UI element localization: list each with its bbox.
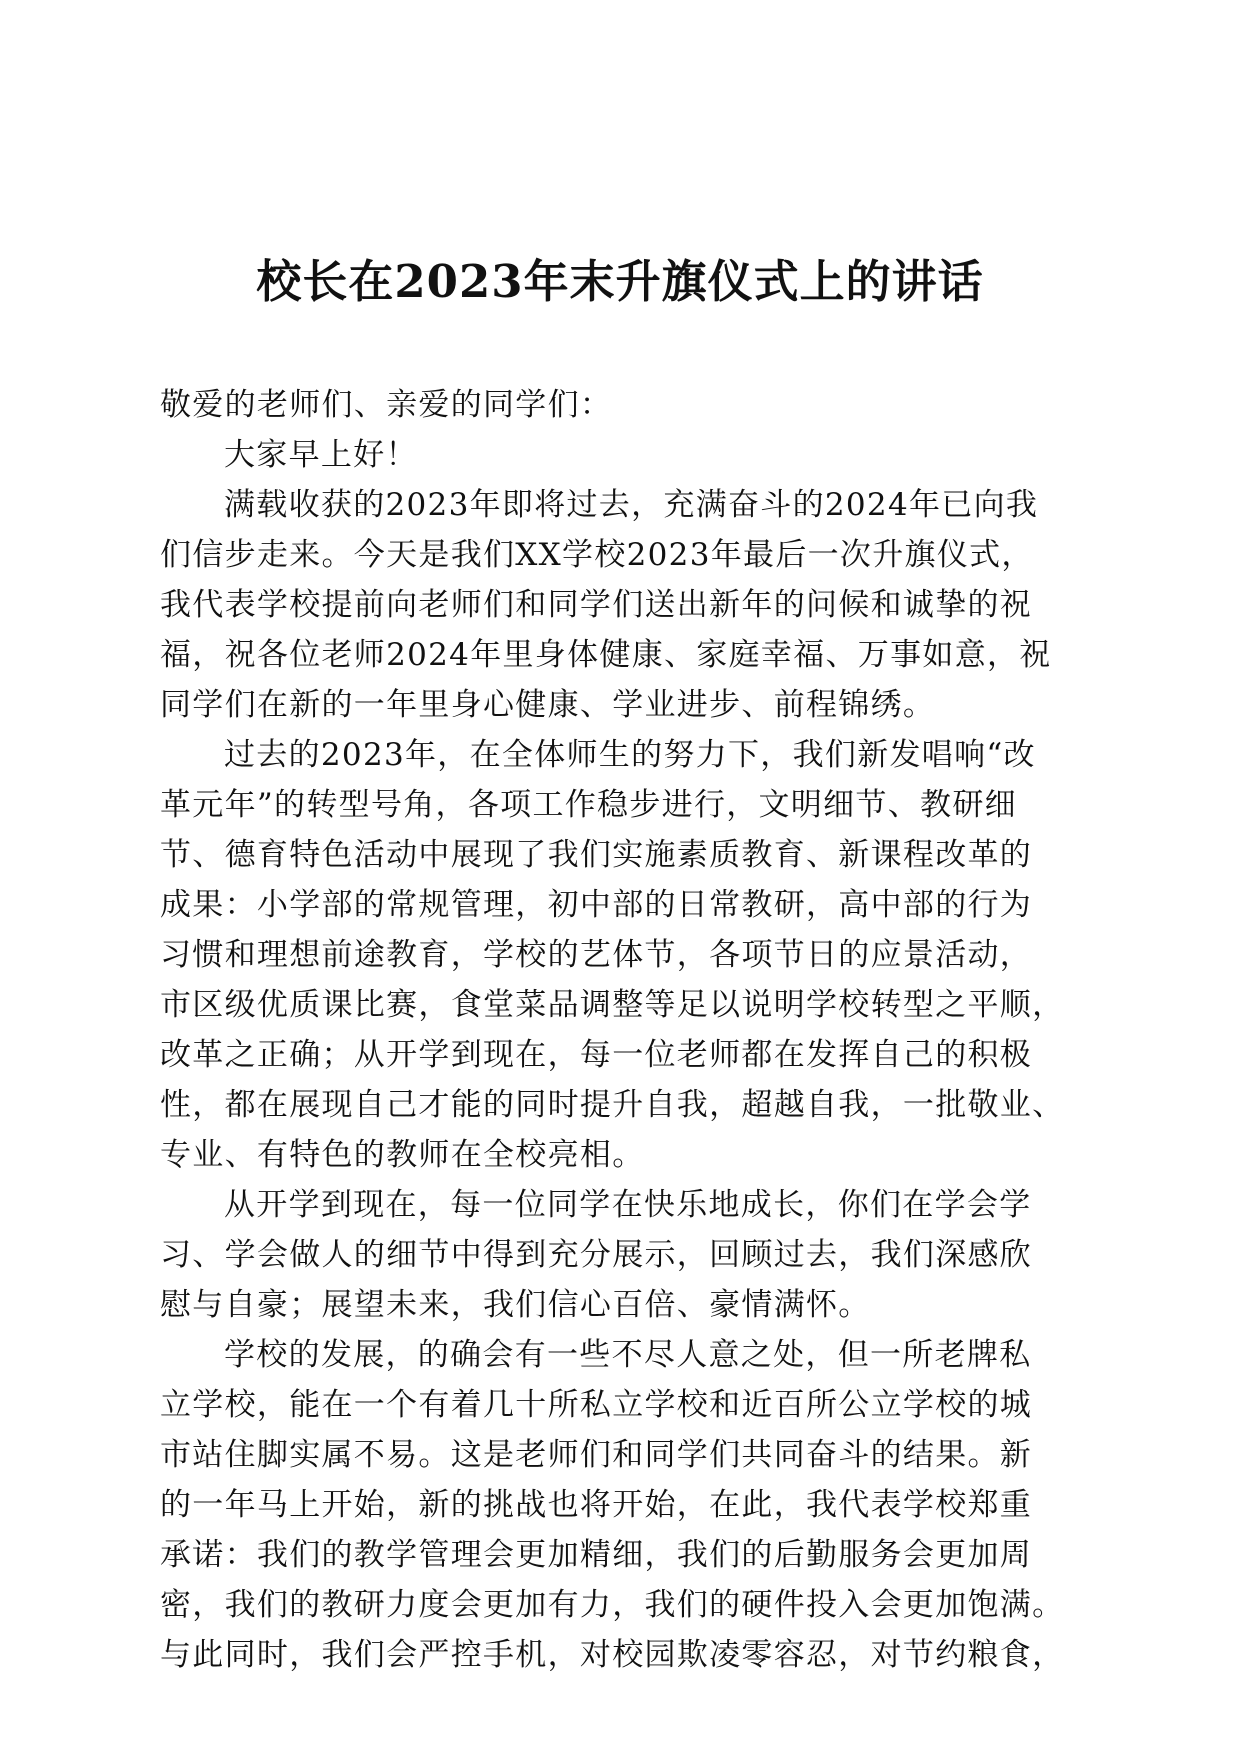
text-line: 成果：小学部的常规管理，初中部的日常教研，高中部的行为 [160, 887, 1033, 923]
text-line: 专业、有特色的教师在全校亮相。 [160, 1137, 645, 1173]
text-line: 市区级优质课比赛，食堂菜品调整等足以说明学校转型之平顺， [160, 987, 1065, 1023]
text-line: 密，我们的教研力度会更加有力，我们的硬件投入会更加饱满。 [160, 1587, 1065, 1623]
text-line: 过去的2023年，在全体师生的努力下，我们新发唱响“改 [224, 737, 1036, 773]
text-line: 改革之正确；从开学到现在，每一位老师都在发挥自己的积极 [160, 1037, 1033, 1073]
text-line: 从开学到现在，每一位同学在快乐地成长，你们在学会学 [224, 1187, 1032, 1223]
text-line: 们信步走来。今天是我们XX学校2023年最后一次升旗仪式， [160, 537, 1034, 573]
text-line: 节、德育特色活动中展现了我们实施素质教育、新课程改革的 [160, 837, 1033, 873]
text-line: 革元年”的转型号角，各项工作稳步进行，文明细节、教研细 [160, 787, 1017, 823]
text-line: 学校的发展，的确会有一些不尽人意之处，但一所老牌私 [224, 1337, 1032, 1373]
text-line: 敬爱的老师们、亲爱的同学们： [160, 387, 613, 423]
document-body [160, 380, 1080, 1680]
text-line: 同学们在新的一年里身心健康、学业进步、前程锦绣。 [160, 687, 936, 723]
text-line: 满载收获的2023年即将过去，充满奋斗的2024年已向我 [224, 487, 1039, 523]
text-line: 习、学会做人的细节中得到充分展示，回顾过去，我们深感欣 [160, 1237, 1033, 1273]
text-line: 大家早上好！ [224, 437, 418, 473]
text-line: 习惯和理想前途教育，学校的艺体节，各项节日的应景活动， [160, 937, 1033, 973]
text-line: 福，祝各位老师2024年里身体健康、家庭幸福、万事如意，祝 [160, 637, 1052, 673]
text-line: 慰与自豪；展望未来，我们信心百倍、豪情满怀。 [160, 1287, 871, 1323]
text-line: 市站住脚实属不易。这是老师们和同学们共同奋斗的结果。新 [160, 1437, 1033, 1473]
text-line: 性，都在展现自己才能的同时提升自我，超越自我，一批敬业、 [160, 1087, 1065, 1123]
text-line: 承诺：我们的教学管理会更加精细，我们的后勤服务会更加周 [160, 1537, 1033, 1573]
document-title: 校长在2023年末升旗仪式上的讲话 [256, 255, 984, 308]
text-line: 的一年马上开始，新的挑战也将开始，在此，我代表学校郑重 [160, 1487, 1033, 1523]
text-line: 我代表学校提前向老师们和同学们送出新年的问候和诚挚的祝 [160, 587, 1033, 623]
text-line: 立学校，能在一个有着几十所私立学校和近百所公立学校的城 [160, 1387, 1033, 1423]
text-line: 与此同时，我们会严控手机，对校园欺凌零容忍，对节约粮食， [160, 1637, 1065, 1673]
